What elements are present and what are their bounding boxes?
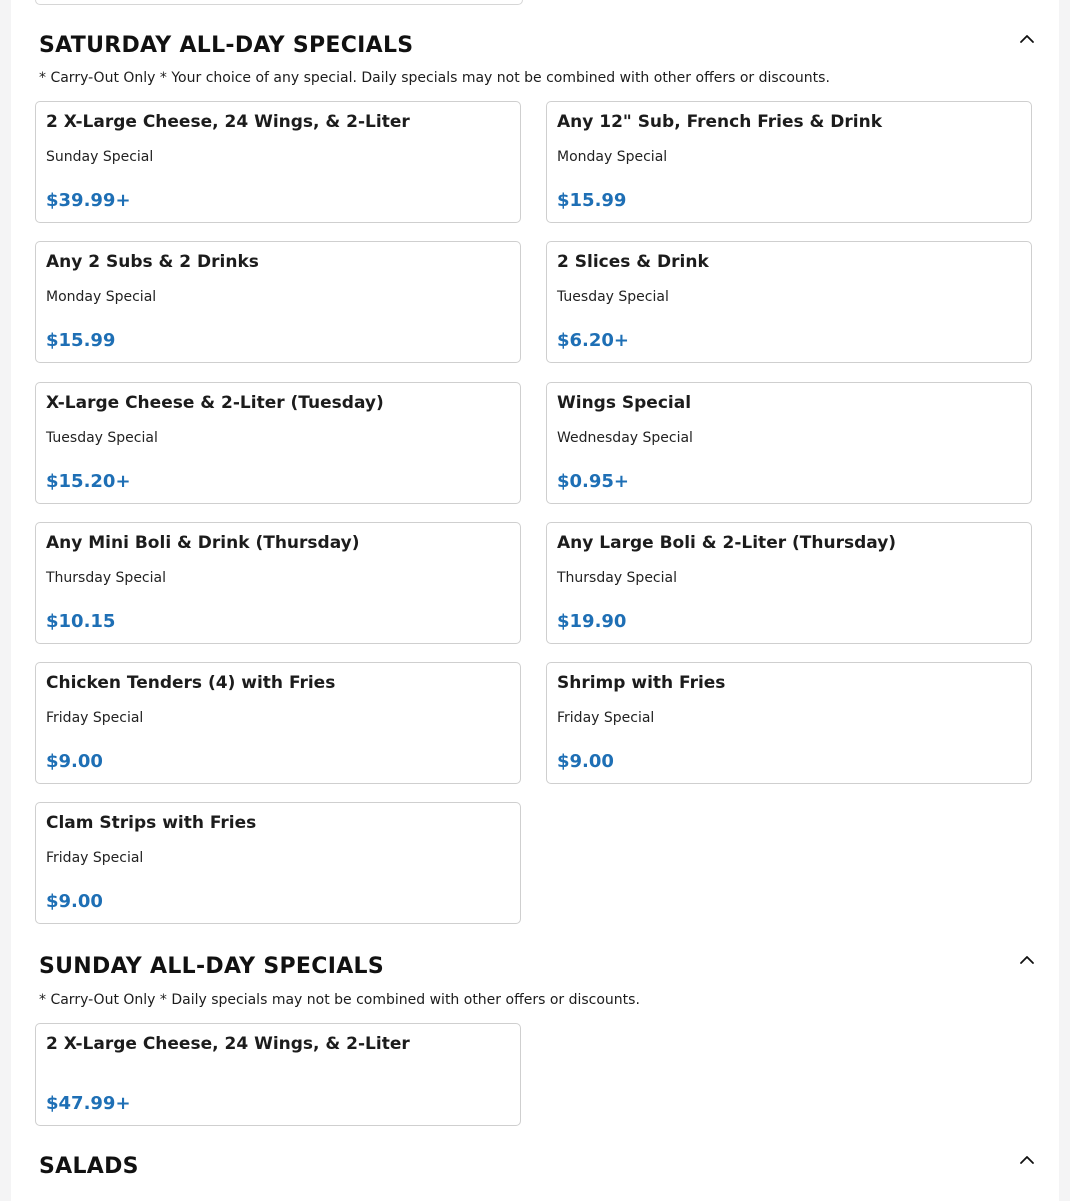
special-card[interactable]	[546, 382, 1032, 504]
special-name: 2 X-Large Cheese, 24 Wings, & 2-Liter	[46, 1034, 410, 1054]
special-day: Tuesday Special	[557, 289, 669, 305]
special-card[interactable]	[35, 662, 521, 784]
section-title-sunday: SUNDAY ALL-DAY SPECIALS	[39, 954, 384, 979]
special-card[interactable]	[35, 522, 521, 644]
special-card[interactable]	[35, 101, 521, 223]
special-name: Wings Special	[557, 393, 692, 413]
special-price: $10.15	[46, 611, 116, 632]
special-card[interactable]	[35, 1023, 521, 1126]
special-name: X-Large Cheese & 2-Liter (Tuesday)	[46, 393, 384, 413]
special-price: $19.90	[557, 611, 627, 632]
special-price: $9.00	[46, 891, 103, 912]
special-name: 2 Slices & Drink	[557, 252, 709, 272]
special-day: Tuesday Special	[46, 430, 158, 446]
section-title-saturday: SATURDAY ALL-DAY SPECIALS	[39, 33, 414, 58]
special-card[interactable]	[546, 241, 1032, 363]
special-name: Any Large Boli & 2-Liter (Thursday)	[557, 533, 897, 553]
special-name: Any Mini Boli & Drink (Thursday)	[46, 533, 360, 553]
special-name: Clam Strips with Fries	[46, 813, 257, 833]
special-price: $9.00	[46, 751, 103, 772]
section-note-sunday: * Carry-Out Only * Daily specials may not be combined with other offers or discounts.	[39, 992, 640, 1008]
chevron-up-icon[interactable]	[1017, 950, 1037, 970]
special-day: Monday Special	[557, 149, 668, 165]
special-card[interactable]	[35, 802, 521, 924]
special-price: $9.00	[557, 751, 614, 772]
special-name: Chicken Tenders (4) with Fries	[46, 673, 336, 693]
chevron-up-icon[interactable]	[1017, 1150, 1037, 1170]
special-card[interactable]	[546, 101, 1032, 223]
special-day: Friday Special	[46, 850, 144, 866]
special-card[interactable]	[546, 662, 1032, 784]
chevron-up-icon[interactable]	[1017, 29, 1037, 49]
menu-page	[11, 0, 1059, 1201]
special-day: Thursday Special	[557, 570, 677, 586]
special-name: 2 X-Large Cheese, 24 Wings, & 2-Liter	[46, 112, 410, 132]
special-price: $47.99+	[46, 1093, 131, 1114]
special-price: $6.20+	[557, 330, 630, 351]
special-price: $0.95+	[557, 471, 630, 492]
special-name: Any 12" Sub, French Fries & Drink	[557, 112, 883, 132]
special-day: Thursday Special	[46, 570, 166, 586]
special-card[interactable]	[35, 382, 521, 504]
special-name: Any 2 Subs & 2 Drinks	[46, 252, 259, 272]
special-day: Wednesday Special	[557, 430, 693, 446]
special-price: $15.99	[46, 330, 116, 351]
special-price: $15.20+	[46, 471, 131, 492]
special-name: Shrimp with Fries	[557, 673, 726, 693]
special-card[interactable]	[546, 522, 1032, 644]
special-price: $39.99+	[46, 190, 131, 211]
special-day: Friday Special	[46, 710, 144, 726]
special-card[interactable]	[35, 241, 521, 363]
special-price: $15.99	[557, 190, 627, 211]
special-day: Sunday Special	[46, 149, 154, 165]
section-title-salads: SALADS	[39, 1154, 139, 1179]
previous-item-card[interactable]	[35, 0, 523, 5]
special-day: Friday Special	[557, 710, 655, 726]
special-day: Monday Special	[46, 289, 157, 305]
section-note-saturday: * Carry-Out Only * Your choice of any special. Daily specials may not be combined with other offers or discounts.	[39, 70, 830, 86]
